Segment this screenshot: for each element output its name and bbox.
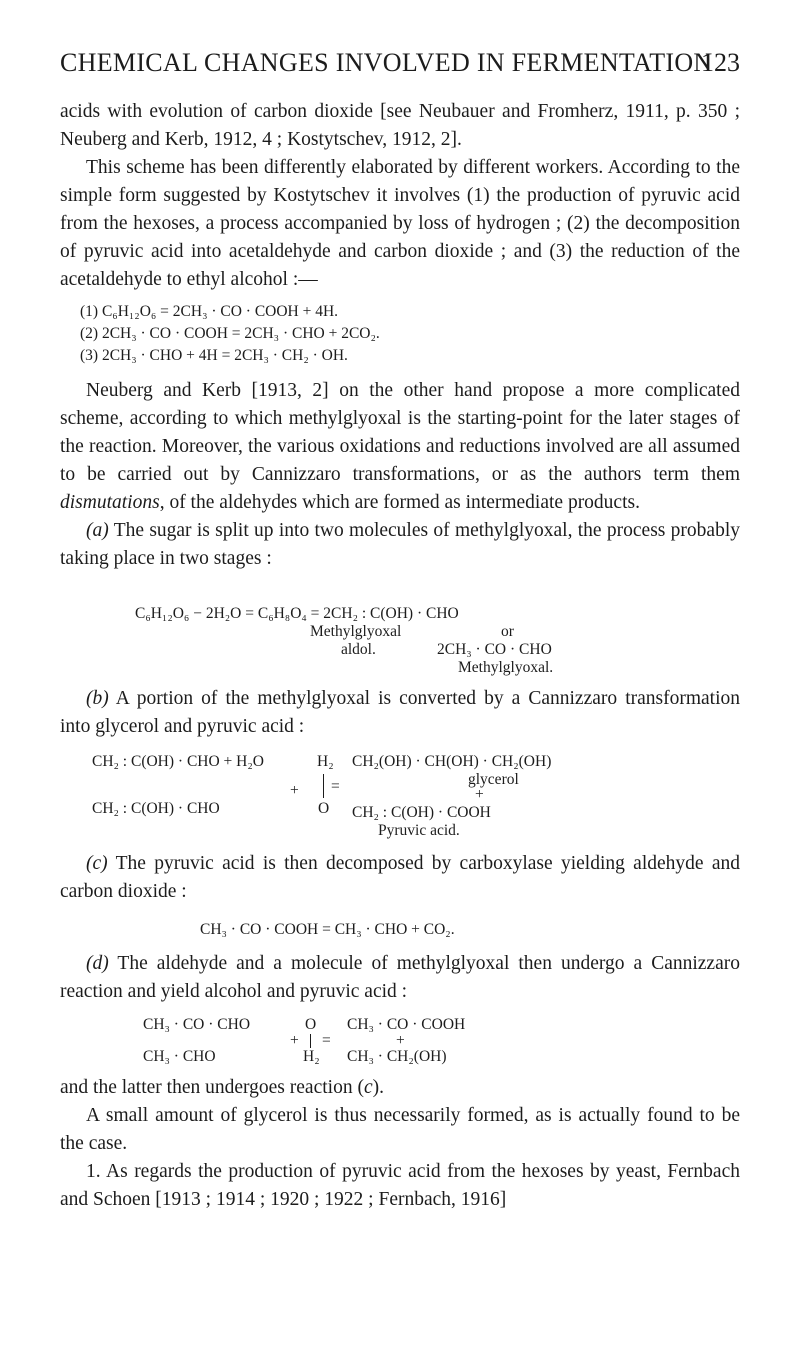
paragraph-3 (60, 377, 740, 517)
equation-b-left-plus: + (290, 782, 299, 799)
equation-d-o: O (305, 1016, 317, 1033)
equation-b-glycerol-label: glycerol (468, 771, 519, 788)
equation-b-pyruvic-label: Pyruvic acid. (378, 822, 460, 839)
equation-a-methylglyoxal-label: Methylglyoxal (310, 623, 402, 640)
step-d-label: (d) (86, 953, 109, 974)
equation-d-right-top: CH₃ · CO · COOH (347, 1016, 466, 1033)
paragraph-d (60, 950, 740, 1006)
paragraph-b (60, 685, 740, 741)
equation-d-left-top: CH₃ · CO · CHO (143, 1016, 251, 1033)
equation-a-alternative-label: Methylglyoxal. (458, 659, 554, 676)
reaction-c-ref: c (363, 1077, 373, 1098)
equation-d-equals: = (322, 1032, 331, 1049)
running-title: CHEMICAL CHANGES INVOLVED IN FERMENTATION (60, 48, 713, 77)
equation-c: CH₃ · CO · COOH = CH₃ · CHO + CO₂. (200, 921, 455, 938)
paragraph-continuation (60, 98, 740, 294)
paragraph-2: This scheme has been differently elaborated by different workers. According to the simple form suggested by Kostytschev it involves (1) the production of pyruvic acid from the hexoses, a process accompanied by loss of hydrogen ; (2) the decomposition of pyruvic acid into acetaldehyde and carbon dioxide ; and (3) the reduction of the acetaldehyde to ethyl alcohol :— (60, 157, 740, 290)
dismutations-term: dismutations (60, 492, 160, 513)
paragraph-after-d-text-b: ). (372, 1077, 384, 1098)
equation-b-equals: = (331, 778, 340, 795)
step-a-text: The sugar is split up into two molecules of methylglyoxal, the process probably taking place in two stages : (60, 520, 740, 569)
equation-kostytschev-2: (2) 2CH₃ · CO · COOH = 2CH₃ · CHO + 2CO₂. (80, 325, 380, 342)
step-d-text: The aldehyde and a molecule of methylglyoxal then undergo a Cannizzaro reaction and yield alcohol and pyruvic acid : (60, 953, 740, 1002)
equation-a-main: C₆H₁₂O₆ − 2H₂O = C₆H₈O₄ = 2CH₂ : C(OH) · CHO (135, 605, 459, 622)
equation-b-left-bottom: CH₂ : C(OH) · CHO (92, 800, 220, 817)
step-c-label: (c) (86, 853, 108, 874)
equation-d-bond-line (310, 1034, 311, 1048)
equation-d-right-plus: + (396, 1032, 405, 1049)
paragraph-glycerol: A small amount of glycerol is thus necessarily formed, as is actually found to be the case. (60, 1105, 740, 1154)
equation-a-or: or (501, 623, 514, 640)
paragraph-3-text-b: , of the aldehydes which are formed as intermediate products. (159, 492, 640, 513)
closing-paragraphs (60, 1074, 740, 1214)
equation-b-right-bottom: CH₂ : C(OH) · COOH (352, 804, 491, 821)
equation-kostytschev-1: (1) C₆H₁₂O₆ = 2CH₃ · CO · COOH + 4H. (80, 303, 339, 320)
equation-b-left-top: CH₂ : C(OH) · CHO + H₂O (92, 753, 264, 770)
running-header (60, 48, 740, 88)
paragraph-3-text-a: Neuberg and Kerb [1913, 2] on the other hand propose a more complicated scheme, according to which methylglyoxal is the starting-point for the later stages of the reaction. Moreover, the various oxidations and reductions involved are all assumed to be carried out by Cannizzaro transformations, or as the authors term them (60, 380, 740, 485)
equation-b-right-top: CH₂(OH) · CH(OH) · CH₂(OH) (352, 753, 552, 770)
equation-d-plus: + (290, 1032, 299, 1049)
step-a-label: (a) (86, 520, 109, 541)
equation-b-right-plus: + (475, 786, 484, 803)
paragraph-c-text (60, 850, 740, 906)
equation-d-h2: H₂ (303, 1048, 320, 1065)
equation-b-o: O (318, 800, 330, 817)
paragraph-d-text (60, 950, 740, 1006)
page-number: 123 (701, 48, 740, 77)
paragraph-b-text (60, 685, 740, 741)
paragraph-neuberg-kerb (60, 377, 740, 573)
paragraph-note-1: 1. As regards the production of pyruvic acid from the hexoses by yeast, Fernbach and Schoen [1913 ; 1914 ; 1920 ; 1922 ; Fernbach, 1916] (60, 1161, 740, 1210)
paragraph-after-d-text-a: and the latter then undergoes reaction ( (60, 1077, 364, 1098)
equation-a-aldol: aldol. (341, 641, 376, 658)
step-b-text: A portion of the methylglyoxal is converted by a Cannizzaro transformation into glycerol and pyruvic acid : (60, 688, 740, 737)
step-c-text: The pyruvic acid is then decomposed by carboxylase yielding aldehyde and carbon dioxide : (60, 853, 740, 902)
equation-b-h2: H₂ (317, 753, 334, 770)
equation-b-bond-line (323, 774, 324, 798)
equation-d-left-bottom: CH₃ · CHO (143, 1048, 216, 1065)
equation-d-right-bottom: CH₃ · CH₂(OH) (347, 1048, 447, 1065)
equation-a-alternative: 2CH₃ · CO · CHO (437, 641, 552, 658)
paragraph-1: acids with evolution of carbon dioxide [see Neubauer and Fromherz, 1911, p. 350 ; Neuberg and Kerb, 1912, 4 ; Kostytschev, 1912, 2]. (60, 101, 740, 150)
paragraph-c (60, 850, 740, 906)
equation-kostytschev-3: (3) 2CH₃ · CHO + 4H = 2CH₃ · CH₂ · OH. (80, 347, 348, 364)
paragraph-a (60, 517, 740, 573)
paragraph-after-d (60, 1074, 740, 1102)
step-b-label: (b) (86, 688, 109, 709)
